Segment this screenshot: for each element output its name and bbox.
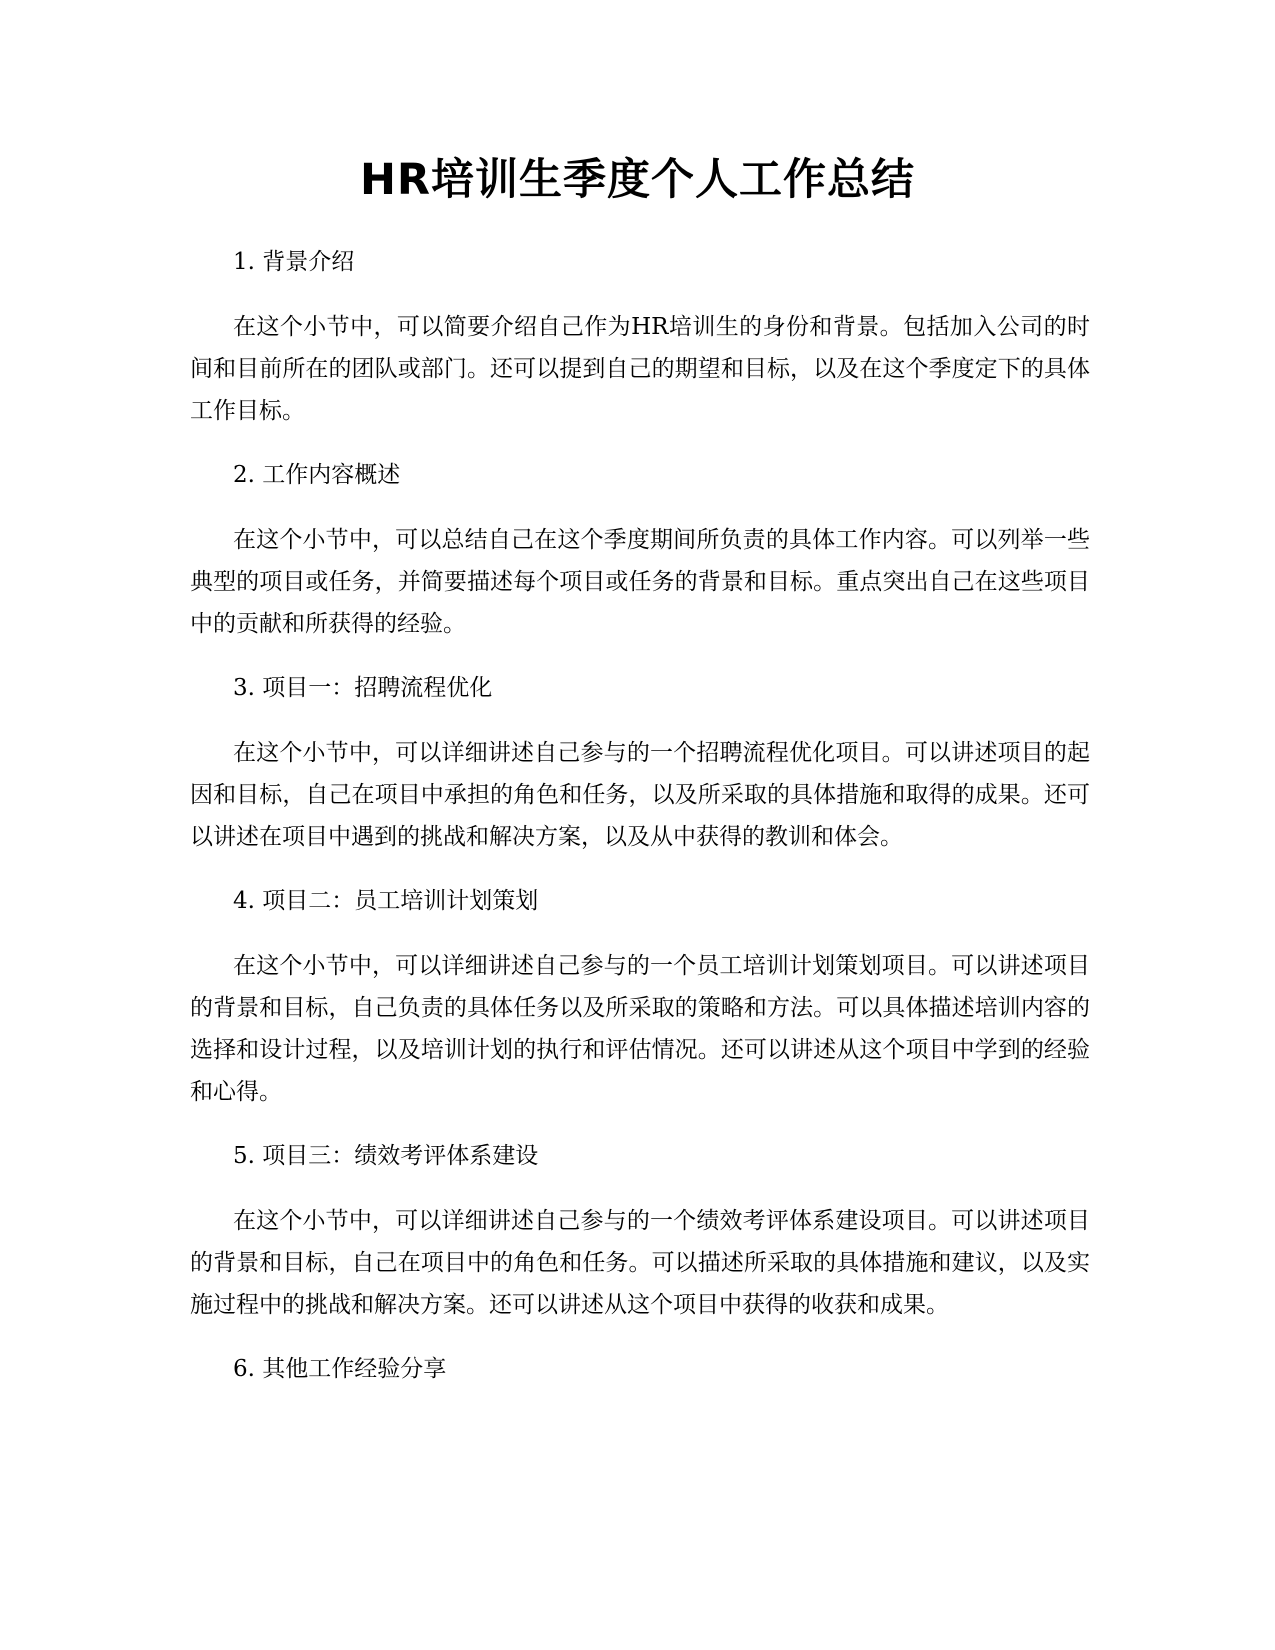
section-heading-background: 1. 背景介绍 (233, 249, 355, 275)
section-paragraph-project-two: 在这个小节中，可以详细讲述自己参与的一个员工培训计划策划项目。可以讲述项目的背景和目标，自己负责的具体任务以及所采取的策略和方法。可以具体描述培训内容的选择和设计过程，以及培训计划的执行和评估情况。还可以讲述从这个项目中学到的经验和心得。 (190, 953, 1090, 1105)
section-paragraph-background: 在这个小节中，可以简要介绍自己作为HR培训生的身份和背景。包括加入公司的时间和目前所在的团队或部门。还可以提到自己的期望和目标，以及在这个季度定下的具体工作目标。 (190, 314, 1090, 424)
section-paragraph-project-one: 在这个小节中，可以详细讲述自己参与的一个招聘流程优化项目。可以讲述项目的起因和目标，自己在项目中承担的角色和任务，以及所采取的具体措施和取得的成果。还可以讲述在项目中遇到的挑战和解决方案，以及从中获得的教训和体会。 (190, 740, 1090, 850)
section-heading-project-one: 3. 项目一：招聘流程优化 (233, 675, 493, 701)
section-heading-other-experience: 6. 其他工作经验分享 (233, 1356, 447, 1382)
section-heading-work-overview: 2. 工作内容概述 (233, 462, 401, 488)
document-body (190, 241, 1090, 1391)
section-paragraph-project-three: 在这个小节中，可以详细讲述自己参与的一个绩效考评体系建设项目。可以讲述项目的背景和目标，自己在项目中的角色和任务。可以描述所采取的具体措施和建议，以及实施过程中的挑战和解决方案。还可以讲述从这个项目中获得的收获和成果。 (190, 1208, 1090, 1318)
section-heading-project-two: 4. 项目二：员工培训计划策划 (233, 888, 539, 914)
section-heading-project-three: 5. 项目三：绩效考评体系建设 (233, 1143, 539, 1169)
section-paragraph-work-overview: 在这个小节中，可以总结自己在这个季度期间所负责的具体工作内容。可以列举一些典型的项目或任务，并简要描述每个项目或任务的背景和目标。重点突出自己在这些项目中的贡献和所获得的经验。 (190, 527, 1090, 637)
document-title: HR培训生季度个人工作总结 (359, 155, 916, 205)
